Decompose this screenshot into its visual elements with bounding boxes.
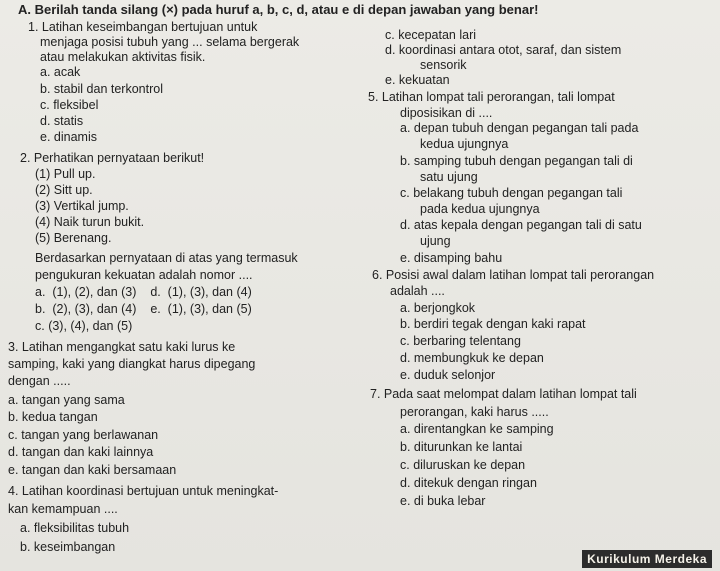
left-line: b. stabil dan terkontrol <box>40 82 163 96</box>
section-header: A. Berilah tanda silang (×) pada huruf a, b, c, d, atau e di depan jawaban yang benar! <box>18 2 539 17</box>
left-line: a. (1), (2), dan (3) d. (1), (3), dan (4) <box>35 285 252 299</box>
left-line: b. keseimbangan <box>20 540 116 554</box>
right-line: c. diluruskan ke depan <box>400 458 526 472</box>
left-line: b. (2), (3), dan (4) e. (1), (3), dan (5) <box>35 302 252 316</box>
right-line: perorangan, kaki harus ..... <box>400 405 549 419</box>
curriculum-badge: Kurikulum Merdeka <box>582 550 712 568</box>
left-line: a. fleksibilitas tubuh <box>20 521 130 535</box>
left-line: atau melakukan aktivitas fisik. <box>40 50 206 64</box>
left-line: 3. Latihan mengangkat satu kaki lurus ke <box>8 340 236 354</box>
left-line: 2. Perhatikan pernyataan berikut! <box>20 151 205 165</box>
right-line: a. depan tubuh dengan pegangan tali pada <box>400 121 639 135</box>
left-line: b. kedua tangan <box>8 410 98 424</box>
right-line: pada kedua ujungnya <box>420 202 540 216</box>
left-line: (4) Naik turun bukit. <box>35 215 145 229</box>
right-line: b. samping tubuh dengan pegangan tali di <box>400 154 633 168</box>
left-line: Berdasarkan pernyataan di atas yang termasuk <box>35 251 298 265</box>
right-line: 6. Posisi awal dalam latihan lompat tali perorangan <box>372 268 655 282</box>
right-line: diposisikan di .... <box>400 106 493 120</box>
right-line: 7. Pada saat melompat dalam latihan lompat tali <box>370 387 637 401</box>
right-line: e. duduk selonjor <box>400 368 496 382</box>
left-line: a. acak <box>40 65 81 79</box>
right-line: d. atas kepala dengan pegangan tali di satu <box>400 218 642 232</box>
left-line: samping, kaki yang diangkat harus dipegang <box>8 357 256 371</box>
right-line: e. kekuatan <box>385 73 450 87</box>
left-line: menjaga posisi tubuh yang ... selama bergerak <box>40 35 300 49</box>
left-line: c. (3), (4), dan (5) <box>35 319 133 333</box>
left-line: (2) Sitt up. <box>35 183 93 197</box>
left-line: e. dinamis <box>40 130 97 144</box>
right-line: d. koordinasi antara otot, saraf, dan sistem <box>385 43 622 57</box>
right-line: c. kecepatan lari <box>385 28 477 42</box>
right-line: e. disamping bahu <box>400 251 503 265</box>
right-line: kedua ujungnya <box>420 137 509 151</box>
right-line: a. direntangkan ke samping <box>400 422 554 436</box>
right-line: d. ditekuk dengan ringan <box>400 476 537 490</box>
left-line: (5) Berenang. <box>35 231 112 245</box>
right-line: c. berbaring telentang <box>400 334 521 348</box>
left-line: dengan ..... <box>8 374 71 388</box>
right-line: d. membungkuk ke depan <box>400 351 544 365</box>
right-line: e. di buka lebar <box>400 494 486 508</box>
left-line: d. tangan dan kaki lainnya <box>8 445 154 459</box>
left-line: (3) Vertikal jump. <box>35 199 129 213</box>
left-line: d. statis <box>40 114 84 128</box>
left-line: c. fleksibel <box>40 98 99 112</box>
right-line: b. berdiri tegak dengan kaki rapat <box>400 317 586 331</box>
right-line: ujung <box>420 234 451 248</box>
left-line: pengukuran kekuatan adalah nomor .... <box>35 268 253 282</box>
left-line: e. tangan dan kaki bersamaan <box>8 463 177 477</box>
right-line: adalah .... <box>390 284 445 298</box>
left-line: (1) Pull up. <box>35 167 96 181</box>
right-line: sensorik <box>420 58 467 72</box>
left-line: a. tangan yang sama <box>8 393 125 407</box>
right-line: a. berjongkok <box>400 301 476 315</box>
right-line: 5. Latihan lompat tali perorangan, tali lompat <box>368 90 615 104</box>
left-line: 4. Latihan koordinasi bertujuan untuk meningkat- <box>8 484 279 498</box>
right-line: b. diturunkan ke lantai <box>400 440 523 454</box>
right-line: satu ujung <box>420 170 478 184</box>
right-line: c. belakang tubuh dengan pegangan tali <box>400 186 623 200</box>
left-line: kan kemampuan .... <box>8 502 118 516</box>
left-line: c. tangan yang berlawanan <box>8 428 159 442</box>
left-line: 1. Latihan keseimbangan bertujuan untuk <box>28 20 258 34</box>
